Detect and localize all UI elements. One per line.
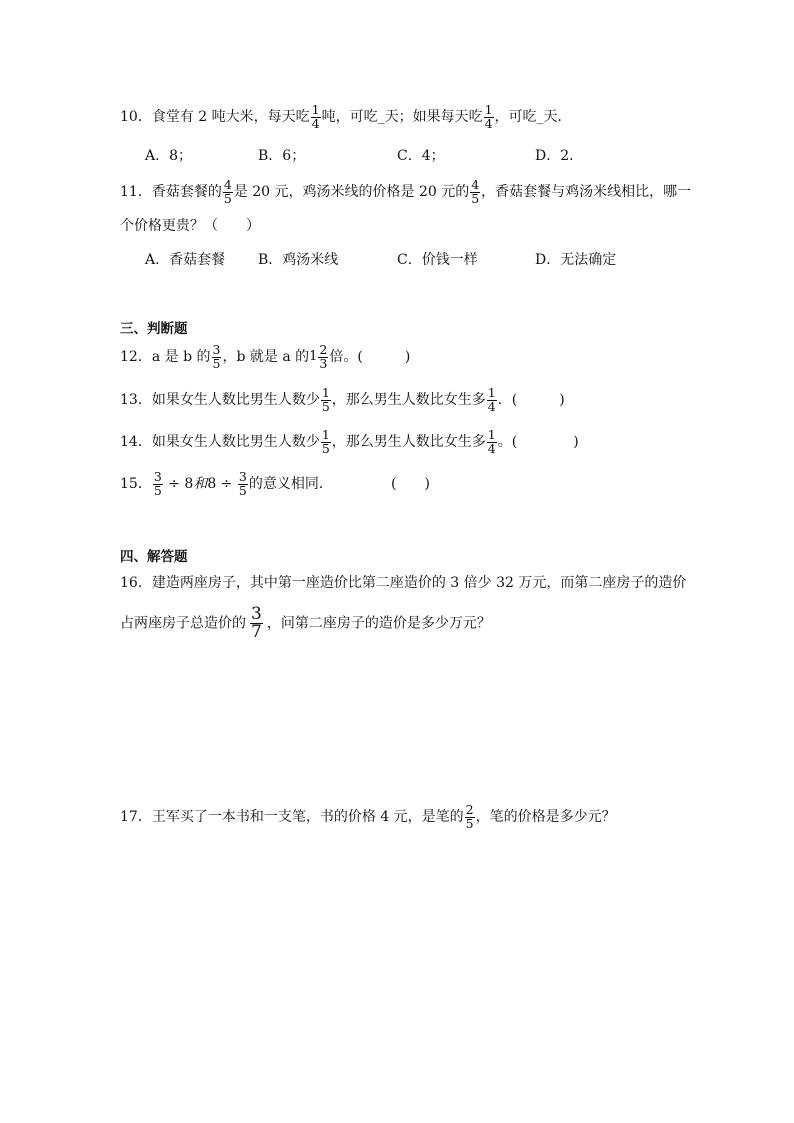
section-title: 四、解答题: [120, 549, 188, 565]
question-text: 。( ): [497, 434, 579, 450]
question-number: 16．: [120, 575, 152, 591]
fraction: $\frac{2}{3}$: [319, 342, 328, 371]
fraction: $\frac{3}{5}$: [153, 469, 162, 498]
question-text: 吨，可吃_天；如果每天吃: [321, 109, 483, 125]
fraction: $\frac{1}{4}$: [311, 102, 320, 131]
question-text: 食堂有 2 吨大米，每天吃: [151, 109, 310, 125]
question-text: 占两座房子总造价的: [120, 615, 246, 632]
question-text: ，问第二座房子的造价是多少万元？: [266, 615, 491, 632]
option-a: A．香菇套餐: [145, 252, 226, 268]
fraction: $\frac{1}{4}$: [484, 102, 493, 131]
option-c: C．价钱一样: [397, 252, 478, 268]
question-text: ，那么男生人数比女生多: [331, 392, 486, 408]
question-15: [120, 471, 333, 497]
question-10: [120, 104, 572, 130]
section-title: 三、判断题: [120, 321, 188, 337]
fraction: $\frac{1}{4}$: [487, 385, 496, 414]
question-number: 10．: [120, 109, 152, 125]
question-13: [120, 387, 565, 413]
question-text: 8 ÷: [207, 476, 237, 492]
question-number: 12．: [120, 349, 152, 365]
question-text: 和: [193, 476, 208, 492]
fraction: $\frac{3}{7}$: [251, 604, 262, 642]
question-text: ，笔的价格是多少元？: [475, 809, 616, 825]
fraction: $\frac{2}{5}$: [465, 802, 474, 831]
answer-parentheses: ( ): [391, 476, 430, 492]
question-text: ，那么男生人数比女生多: [331, 434, 486, 450]
fraction: $\frac{4}{5}$: [471, 177, 480, 206]
fraction: $\frac{1}{5}$: [321, 385, 330, 414]
fraction: $\frac{1}{4}$: [487, 427, 496, 456]
option-d: D．2．: [535, 148, 584, 164]
question-text: 建造两座房子，其中第一座造价比第二座造价的 3 倍少 32 万元，而第二座房子的造价: [151, 575, 687, 591]
question-16-line2: [120, 606, 491, 641]
fraction: $\frac{3}{5}$: [212, 342, 221, 371]
fraction: $\frac{1}{5}$: [321, 427, 330, 456]
question-number: 13．: [120, 392, 152, 408]
question-number: 17．: [120, 809, 152, 825]
question-number: 14．: [120, 434, 152, 450]
question-11: [120, 179, 691, 205]
question-text: a 是 b 的: [151, 349, 211, 365]
option-c: C．4；: [397, 148, 445, 164]
fraction: $\frac{4}{5}$: [223, 177, 232, 206]
question-11-line2: 个价格更贵？（ ）: [120, 218, 260, 234]
option-a: A．8；: [145, 148, 193, 164]
question-text: 如果女生人数比男生人数少: [151, 434, 320, 450]
question-14: [120, 429, 579, 455]
question-text: ÷ 8: [163, 476, 194, 492]
question-text: ，香菇套餐与鸡汤米线相比，哪一: [481, 184, 692, 200]
option-b: B．鸡汤米线: [258, 252, 339, 268]
question-text: 倍。( ): [329, 349, 411, 365]
question-16: [120, 573, 686, 593]
question-number: 15．: [120, 476, 152, 492]
question-text: ．( ): [497, 392, 565, 408]
question-text: 王军买了一本书和一支笔，书的价格 4 元，是笔的: [151, 809, 464, 825]
question-text: 的意义相同．: [248, 476, 333, 492]
option-d: D．无法确定: [535, 252, 617, 268]
fraction: $\frac{3}{5}$: [238, 469, 247, 498]
question-12: [120, 344, 410, 370]
question-text: ，可吃_天．: [494, 109, 572, 125]
question-text: 是 20 元，鸡汤米线的价格是 20 元的: [233, 184, 470, 200]
question-17: [120, 804, 616, 830]
question-text: 如果女生人数比男生人数少: [151, 392, 320, 408]
question-text: 香菇套餐的: [151, 184, 222, 200]
option-b: B．6；: [258, 148, 306, 164]
question-text: ，b 就是 a 的: [222, 349, 310, 365]
question-number: 11．: [120, 184, 152, 200]
mixed-number-integer: 1: [309, 349, 318, 364]
